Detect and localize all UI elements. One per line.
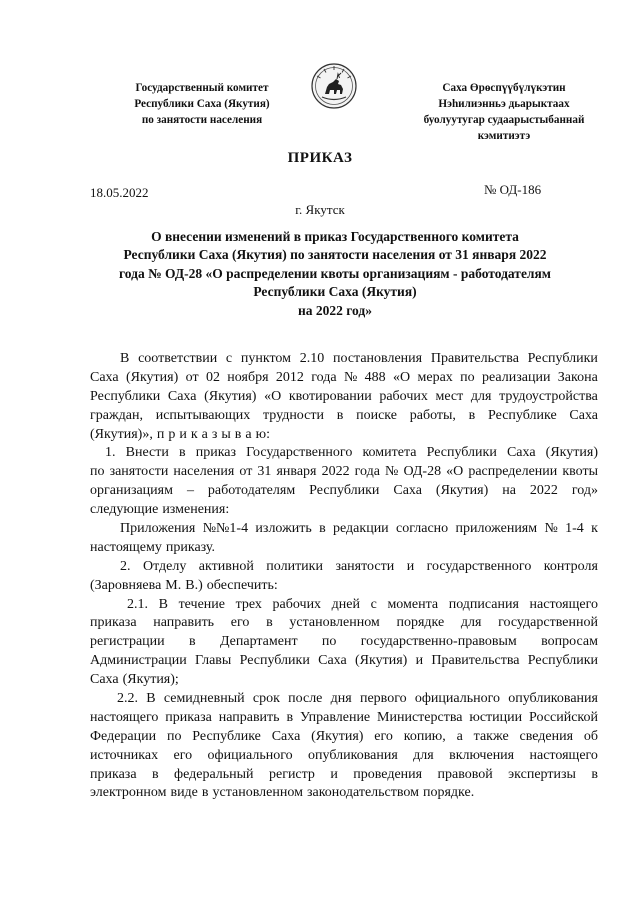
body-line: граждан, испытывающих трудности в поиске работы, в Республике Саха [90, 407, 598, 423]
document-date: 18.05.2022 [90, 185, 149, 200]
document-body [90, 350, 598, 803]
body-line: приказа в федеральный регистр и проведения правовой экспертизы в [90, 766, 598, 782]
body-line: источниках его официального опубликования для включения настоящего [90, 747, 598, 763]
header-right-org-name [392, 80, 616, 144]
body-paragraph [90, 350, 598, 444]
header-left-line: Государственный комитет [135, 82, 269, 94]
header-right-line: Саха Өрөспүүбүлүкэтин [442, 82, 566, 94]
body-line: В соответствии с пунктом 2.10 постановления Правительства Республики [120, 351, 598, 366]
document-number: № ОД-186 [484, 182, 542, 197]
body-line: Саха (Якутия) от 02 ноября 2012 года № 488 «О мерах по реализации Закона [90, 369, 598, 385]
body-line: регистрации в Департамент по государственно-правовым вопросам [90, 634, 598, 650]
subject-line: Республики Саха (Якутия) по занятости населения от 31 января 2022 [123, 247, 547, 263]
header-left-line: Республики Саха (Якутия) [134, 98, 270, 110]
body-line: приказа направить его в установленном порядке для государственной [90, 615, 598, 631]
header-left-line: по занятости населения [141, 114, 263, 126]
body-line: по занятости населения от 31 января 2022 года № ОД-28 «О распределении квоты [90, 464, 598, 480]
header-right-line: Нэһилиэнньэ дьарыктаах [438, 98, 570, 110]
body-line: Приложения №№1-4 изложить в редакции согласно приложениям № 1-4 к [120, 521, 598, 537]
document-subject [90, 228, 580, 320]
body-line: (Якутия)», п р и к а з ы в а ю: [90, 426, 270, 442]
body-line: Саха (Якутия); [90, 672, 179, 688]
sakha-republic-emblem-icon [311, 63, 357, 109]
body-line: 2.1. В течение трех рабочих дней с момента подписания настоящего [127, 596, 598, 612]
body-line: (Заровняева М. В.) обеспечить: [90, 577, 278, 593]
body-paragraph [90, 596, 598, 690]
body-line: Республики Саха (Якутия) «О квотировании рабочих мест для трудоустройства [90, 388, 598, 404]
body-line: 2.2. В семидневный срок после дня первого официального опубликования [117, 691, 598, 707]
body-line: 1. Внести в приказ Государственного комитета Республики Саха (Якутия) [105, 445, 598, 461]
body-line: электронном виде в установленном законодательством порядке. [90, 785, 475, 801]
header-right-line: буолуутугар судаарыстыбаннай [423, 114, 585, 126]
body-line: Администрации Главы Республики Саха (Якутия) и Правительства Республики [90, 653, 598, 669]
body-paragraph [90, 444, 598, 520]
body-paragraph [90, 520, 598, 558]
body-line: 2. Отделу активной политики занятости и государственного контроля [120, 558, 598, 574]
subject-line: года № ОД-28 «О распределении квоты организациям - работодателям [118, 265, 552, 281]
body-line: настоящему приказу. [90, 539, 216, 555]
body-line: следующие изменения: [90, 502, 230, 518]
body-line: Федерации по Республике Саха (Якутия) его копию, а также сведения об [90, 728, 598, 744]
subject-line: на 2022 год» [297, 302, 372, 318]
document-title: ПРИКАЗ [287, 150, 353, 166]
body-line: настоящего приказа направить в Управление Министерства юстиции Российской [90, 709, 598, 725]
header-left-org-name [96, 80, 308, 128]
header-right-line: кэмитиэтэ [477, 130, 531, 142]
body-paragraph [90, 690, 598, 803]
body-paragraph [90, 558, 598, 596]
subject-line: О внесении изменений в приказ Государственного комитета [151, 229, 519, 244]
document-city: г. Якутск [295, 202, 345, 217]
subject-line: Республики Саха (Якутия) [253, 284, 417, 300]
body-line: организациям – работодателям Республики Саха (Якутия) на 2022 год» [90, 483, 598, 499]
